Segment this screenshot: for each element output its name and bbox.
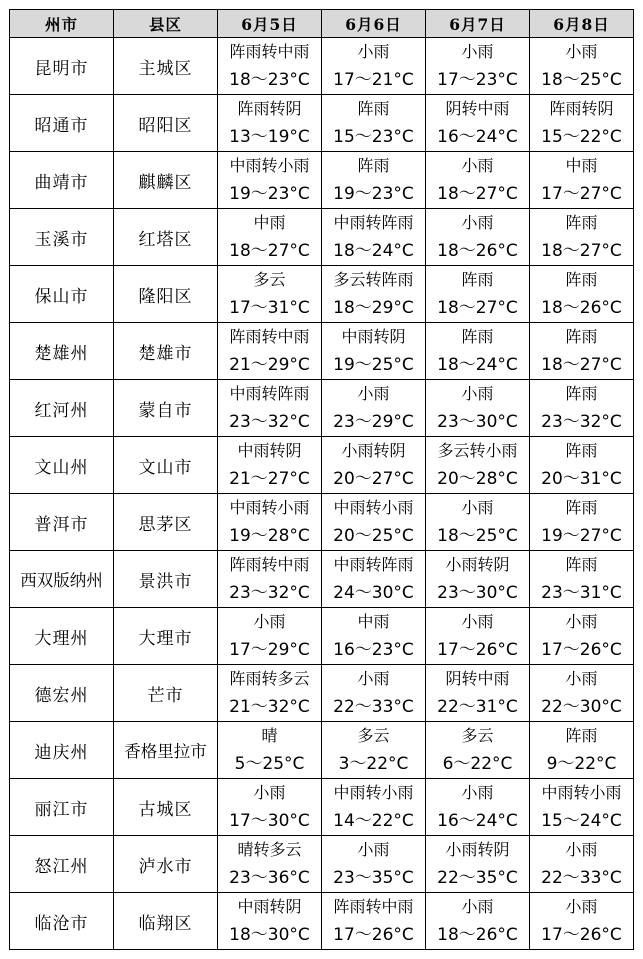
forecast-cell [426,95,530,152]
weather-condition: 阵雨 [565,726,598,745]
forecast-cell [218,38,322,95]
forecast-cell [322,380,426,437]
forecast-cell [218,722,322,779]
weather-condition: 阵雨 [461,327,494,346]
county-cell: 红塔区 [114,209,218,266]
temperature-range: 22～33°C [541,868,622,888]
table-row [10,266,634,323]
county-cell: 大理市 [114,608,218,665]
county-cell: 隆阳区 [114,266,218,323]
temperature-range: 19～23°C [333,184,414,204]
county-cell: 香格里拉市 [114,722,218,779]
county-cell: 思茅区 [114,494,218,551]
forecast-cell [322,38,426,95]
temperature-range: 15～24°C [541,811,622,831]
forecast-cell [426,266,530,323]
weather-condition: 小雨 [565,669,598,688]
table-row [10,608,634,665]
weather-condition: 中雨 [357,612,390,631]
forecast-cell [322,323,426,380]
temperature-range: 20～27°C [333,469,414,489]
weather-condition: 阵雨转中雨 [229,327,310,346]
county-cell: 临翔区 [114,893,218,950]
temperature-range: 17～26°C [437,640,518,660]
header-row [10,10,634,38]
temperature-range: 23～32°C [229,583,310,603]
weather-condition: 小雨 [461,612,494,631]
weather-condition: 多云 [461,726,494,745]
forecast-cell [218,494,322,551]
forecast-cell [426,323,530,380]
county-cell: 主城区 [114,38,218,95]
forecast-cell [530,608,634,665]
table-row [10,38,634,95]
temperature-range: 15～22°C [541,127,622,147]
temperature-range: 17～26°C [333,925,414,945]
forecast-cell [530,380,634,437]
temperature-range: 18～29°C [333,298,414,318]
temperature-range: 18～27°C [541,355,622,375]
county-cell: 古城区 [114,779,218,836]
weather-condition: 小雨 [461,42,494,61]
temperature-range: 16～24°C [437,811,518,831]
forecast-cell [530,152,634,209]
header-day: 6月6日 [322,10,426,38]
forecast-cell [530,551,634,608]
weather-condition: 中雨转阴 [341,327,406,346]
forecast-cell [322,95,426,152]
weather-condition: 小雨 [253,612,286,631]
weather-condition: 阵雨 [565,213,598,232]
weather-condition: 小雨转阴 [445,555,510,574]
table-row [10,437,634,494]
temperature-range: 17～26°C [541,640,622,660]
temperature-range: 21～27°C [229,469,310,489]
temperature-range: 16～23°C [333,640,414,660]
weather-condition: 中雨转阴 [237,441,302,460]
forecast-cell [530,893,634,950]
forecast-cell [426,551,530,608]
table-row [10,209,634,266]
forecast-cell [218,380,322,437]
forecast-cell [426,380,530,437]
weather-condition: 小雨 [461,156,494,175]
temperature-range: 13～19°C [229,127,310,147]
temperature-range: 19～28°C [229,526,310,546]
temperature-range: 9～22°C [546,754,617,774]
weather-condition: 小雨 [357,840,390,859]
weather-condition: 阴转中雨 [445,99,510,118]
temperature-range: 18～27°C [229,241,310,261]
city-cell: 普洱市 [10,494,114,551]
temperature-range: 23～30°C [437,412,518,432]
weather-condition: 阵雨 [565,327,598,346]
county-cell: 昭阳区 [114,95,218,152]
forecast-cell [530,494,634,551]
forecast-cell [218,665,322,722]
forecast-cell [322,437,426,494]
forecast-cell [218,152,322,209]
county-cell: 麒麟区 [114,152,218,209]
weather-condition: 小雨 [253,783,286,802]
header-day: 6月7日 [426,10,530,38]
forecast-body [10,38,634,950]
forecast-cell [426,665,530,722]
forecast-cell [426,152,530,209]
forecast-cell [218,323,322,380]
weather-condition: 阵雨转中雨 [229,555,310,574]
weather-condition: 小雨转阴 [445,840,510,859]
forecast-cell [322,665,426,722]
weather-condition: 多云 [253,270,286,289]
temperature-range: 23～32°C [541,412,622,432]
temperature-range: 14～22°C [333,811,414,831]
forecast-cell [530,323,634,380]
temperature-range: 17～26°C [541,925,622,945]
weather-condition: 小雨 [461,498,494,517]
temperature-range: 23～35°C [333,868,414,888]
forecast-cell [530,95,634,152]
weather-condition: 阵雨转阴 [549,99,614,118]
temperature-range: 18～27°C [541,241,622,261]
city-cell: 怒江州 [10,836,114,893]
weather-condition: 小雨 [461,783,494,802]
weather-condition: 多云 [357,726,390,745]
table-row [10,836,634,893]
city-cell: 红河州 [10,380,114,437]
temperature-range: 21～29°C [229,355,310,375]
forecast-cell [322,779,426,836]
table-row [10,779,634,836]
forecast-cell [218,836,322,893]
weather-condition: 阴转中雨 [445,669,510,688]
weather-condition: 中雨转阵雨 [333,213,414,232]
forecast-cell [530,437,634,494]
weather-condition: 阵雨 [565,270,598,289]
city-cell: 丽江市 [10,779,114,836]
weather-condition: 阵雨 [565,441,598,460]
forecast-cell [218,893,322,950]
weather-condition: 中雨转小雨 [333,783,414,802]
temperature-range: 23～30°C [437,583,518,603]
header-city: 州市 [10,10,114,38]
temperature-range: 23～32°C [229,412,310,432]
weather-condition: 阵雨 [565,384,598,403]
forecast-cell [530,836,634,893]
temperature-range: 23～31°C [541,583,622,603]
temperature-range: 18～24°C [333,241,414,261]
temperature-range: 18～24°C [437,355,518,375]
temperature-range: 22～31°C [437,697,518,717]
temperature-range: 21～32°C [229,697,310,717]
forecast-cell [530,779,634,836]
table-row [10,722,634,779]
weather-condition: 阵雨 [357,156,390,175]
weather-condition: 小雨 [357,384,390,403]
temperature-range: 17～27°C [541,184,622,204]
temperature-range: 6～22°C [442,754,513,774]
forecast-cell [218,266,322,323]
temperature-range: 18～25°C [541,70,622,90]
temperature-range: 3～22°C [338,754,409,774]
forecast-cell [426,722,530,779]
temperature-range: 17～21°C [333,70,414,90]
weather-condition: 小雨 [357,669,390,688]
forecast-cell [322,266,426,323]
table-row [10,494,634,551]
city-cell: 楚雄州 [10,323,114,380]
city-cell: 西双版纳州 [10,551,114,608]
forecast-cell [322,551,426,608]
temperature-range: 22～33°C [333,697,414,717]
weather-condition: 中雨 [253,213,286,232]
weather-condition: 小雨 [565,42,598,61]
forecast-cell [530,209,634,266]
forecast-cell [426,38,530,95]
temperature-range: 20～31°C [541,469,622,489]
weather-condition: 晴转多云 [237,840,302,859]
weather-condition: 小雨 [461,897,494,916]
weather-condition: 中雨转阵雨 [333,555,414,574]
weather-condition: 小雨 [565,612,598,631]
forecast-cell [322,209,426,266]
weather-condition: 中雨转小雨 [229,156,310,175]
weather-condition: 小雨 [357,42,390,61]
weather-condition: 中雨转阴 [237,897,302,916]
table-row [10,95,634,152]
weather-condition: 小雨 [565,840,598,859]
weather-condition: 阵雨 [565,555,598,574]
forecast-cell [322,608,426,665]
weather-condition: 小雨 [461,213,494,232]
forecast-cell [426,836,530,893]
city-cell: 文山州 [10,437,114,494]
forecast-cell [218,779,322,836]
forecast-cell [218,437,322,494]
weather-condition: 阵雨转中雨 [333,897,414,916]
weather-forecast-table [9,9,634,950]
temperature-range: 19～25°C [333,355,414,375]
weather-condition: 晴 [261,726,278,745]
weather-condition: 小雨 [461,384,494,403]
temperature-range: 20～28°C [437,469,518,489]
temperature-range: 15～23°C [333,127,414,147]
temperature-range: 22～30°C [541,697,622,717]
weather-condition: 阵雨转阴 [237,99,302,118]
temperature-range: 19～27°C [541,526,622,546]
table-row [10,893,634,950]
weather-condition: 阵雨 [565,498,598,517]
weather-condition: 中雨 [565,156,598,175]
city-cell: 曲靖市 [10,152,114,209]
temperature-range: 22～35°C [437,868,518,888]
weather-condition: 小雨 [565,897,598,916]
table-row [10,323,634,380]
temperature-range: 16～24°C [437,127,518,147]
forecast-cell [426,779,530,836]
temperature-range: 17～30°C [229,811,310,831]
temperature-range: 5～25°C [234,754,305,774]
temperature-range: 24～30°C [333,583,414,603]
weather-condition: 多云转小雨 [437,441,518,460]
temperature-range: 18～25°C [437,526,518,546]
city-cell: 保山市 [10,266,114,323]
city-cell: 昆明市 [10,38,114,95]
forecast-cell [218,608,322,665]
forecast-cell [530,722,634,779]
city-cell: 迪庆州 [10,722,114,779]
weather-condition: 阵雨转中雨 [229,42,310,61]
temperature-range: 18～27°C [437,298,518,318]
county-cell: 景洪市 [114,551,218,608]
forecast-cell [426,437,530,494]
temperature-range: 19～23°C [229,184,310,204]
table-row [10,152,634,209]
temperature-range: 17～23°C [437,70,518,90]
weather-condition: 阵雨 [461,270,494,289]
table-row [10,551,634,608]
temperature-range: 18～30°C [229,925,310,945]
forecast-cell [218,209,322,266]
weather-condition: 中雨转阵雨 [229,384,310,403]
forecast-cell [530,266,634,323]
forecast-cell [426,608,530,665]
temperature-range: 23～36°C [229,868,310,888]
city-cell: 玉溪市 [10,209,114,266]
forecast-cell [426,494,530,551]
header-day: 6月5日 [218,10,322,38]
city-cell: 临沧市 [10,893,114,950]
forecast-cell [218,95,322,152]
temperature-range: 18～23°C [229,70,310,90]
city-cell: 德宏州 [10,665,114,722]
city-cell: 大理州 [10,608,114,665]
header-day: 6月8日 [530,10,634,38]
header-county: 县区 [114,10,218,38]
forecast-cell [322,836,426,893]
weather-condition: 阵雨 [357,99,390,118]
temperature-range: 18～26°C [541,298,622,318]
forecast-cell [322,893,426,950]
temperature-range: 18～26°C [437,925,518,945]
temperature-range: 18～26°C [437,241,518,261]
weather-condition: 阵雨转多云 [229,669,310,688]
forecast-cell [426,209,530,266]
table-row [10,665,634,722]
county-cell: 泸水市 [114,836,218,893]
weather-condition: 中雨转小雨 [333,498,414,517]
forecast-cell [322,722,426,779]
weather-condition: 中雨转小雨 [541,783,622,802]
temperature-range: 17～31°C [229,298,310,318]
forecast-cell [426,893,530,950]
city-cell: 昭通市 [10,95,114,152]
weather-condition: 小雨转阴 [341,441,406,460]
county-cell: 文山市 [114,437,218,494]
table-row [10,380,634,437]
forecast-cell [322,494,426,551]
temperature-range: 18～27°C [437,184,518,204]
weather-condition: 中雨转小雨 [229,498,310,517]
temperature-range: 23～29°C [333,412,414,432]
county-cell: 芒市 [114,665,218,722]
weather-condition: 多云转阵雨 [333,270,414,289]
county-cell: 楚雄市 [114,323,218,380]
temperature-range: 17～29°C [229,640,310,660]
county-cell: 蒙自市 [114,380,218,437]
temperature-range: 20～25°C [333,526,414,546]
forecast-cell [530,665,634,722]
forecast-cell [218,551,322,608]
forecast-cell [322,152,426,209]
forecast-cell [530,38,634,95]
